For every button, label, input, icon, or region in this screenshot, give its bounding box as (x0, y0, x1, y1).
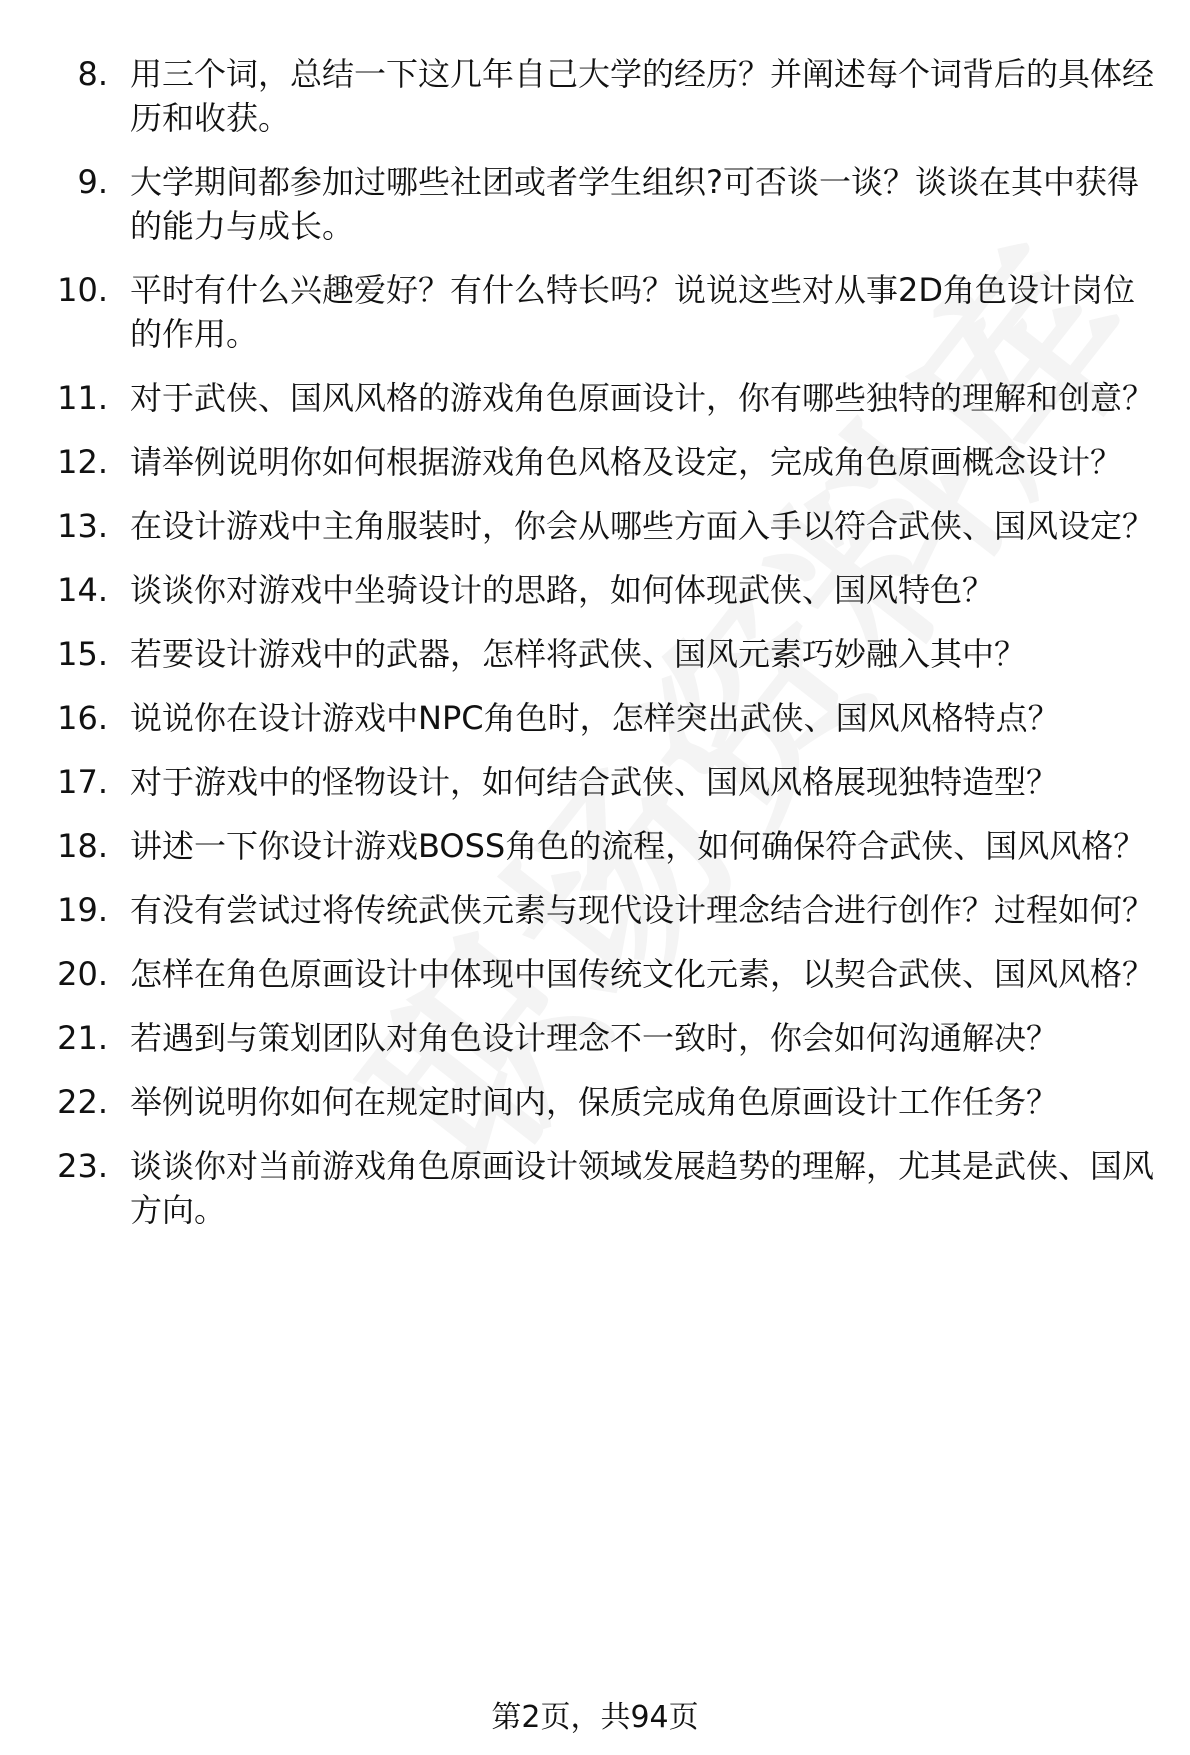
question-text: 谈谈你对当前游戏角色原画设计领域发展趋势的理解，尤其是武侠、国风方向。 (130, 1147, 1155, 1229)
question-number: 10. (57, 271, 108, 309)
question-text: 对于游戏中的怪物设计，如何结合武侠、国风风格展现独特造型？ (130, 763, 1059, 801)
question-item (0, 440, 1165, 484)
question-text: 讲述一下你设计游戏BOSS角色的流程，如何确保符合武侠、国风风格？ (130, 827, 1146, 865)
question-item (0, 568, 1165, 612)
question-text: 在设计游戏中主角服装时，你会从哪些方面入手以符合武侠、国风设定？ (130, 507, 1155, 545)
question-item (0, 888, 1165, 932)
question-text: 大学期间都参加过哪些社团或者学生组织?可否谈一谈？谈谈在其中获得的能力与成长。 (130, 163, 1139, 245)
question-number: 11. (57, 379, 108, 417)
question-text: 用三个词，总结一下这几年自己大学的经历？并阐述每个词背后的具体经历和收获。 (130, 55, 1155, 137)
question-number: 16. (57, 699, 108, 737)
question-item (0, 632, 1165, 676)
question-number: 17. (57, 763, 108, 801)
question-text: 有没有尝试过将传统武侠元素与现代设计理念结合进行创作？过程如何？ (130, 891, 1155, 929)
question-text: 若要设计游戏中的武器，怎样将武侠、国风元素巧妙融入其中？ (130, 635, 1027, 673)
question-number: 23. (57, 1147, 108, 1185)
question-number: 21. (57, 1019, 108, 1057)
question-text: 说说你在设计游戏中NPC角色时，怎样突出武侠、国风风格特点？ (130, 699, 1060, 737)
question-item (0, 952, 1165, 996)
question-item (0, 160, 1165, 248)
question-text: 平时有什么兴趣爱好？有什么特长吗？说说这些对从事2D角色设计岗位的作用。 (130, 271, 1136, 353)
question-item (0, 696, 1165, 740)
question-text: 若遇到与策划团队对角色设计理念不一致时，你会如何沟通解决？ (130, 1019, 1059, 1057)
question-item (0, 1144, 1165, 1232)
page-footer: 第2页，共94页 (491, 1700, 699, 1735)
question-item (0, 52, 1165, 140)
question-number: 19. (57, 891, 108, 929)
question-number: 18. (57, 827, 108, 865)
question-list (0, 52, 1190, 1252)
question-number: 8. (77, 55, 108, 93)
question-text: 谈谈你对游戏中坐骑设计的思路，如何体现武侠、国风特色？ (130, 571, 995, 609)
question-text: 举例说明你如何在规定时间内，保质完成角色原画设计工作任务？ (130, 1083, 1059, 1121)
question-item (0, 824, 1165, 868)
question-item (0, 504, 1165, 548)
question-number: 20. (57, 955, 108, 993)
question-text: 怎样在角色原画设计中体现中国传统文化元素，以契合武侠、国风风格？ (130, 955, 1155, 993)
question-number: 12. (57, 443, 108, 481)
question-number: 15. (57, 635, 108, 673)
question-number: 14. (57, 571, 108, 609)
question-number: 22. (57, 1083, 108, 1121)
question-text: 请举例说明你如何根据游戏角色风格及设定，完成角色原画概念设计？ (130, 443, 1123, 481)
question-item (0, 760, 1165, 804)
question-text: 对于武侠、国风风格的游戏角色原画设计，你有哪些独特的理解和创意？ (130, 379, 1155, 417)
question-number: 9. (77, 163, 108, 201)
question-item (0, 1016, 1165, 1060)
question-item (0, 268, 1165, 356)
question-number: 13. (57, 507, 108, 545)
question-item (0, 1080, 1165, 1124)
question-item (0, 376, 1165, 420)
